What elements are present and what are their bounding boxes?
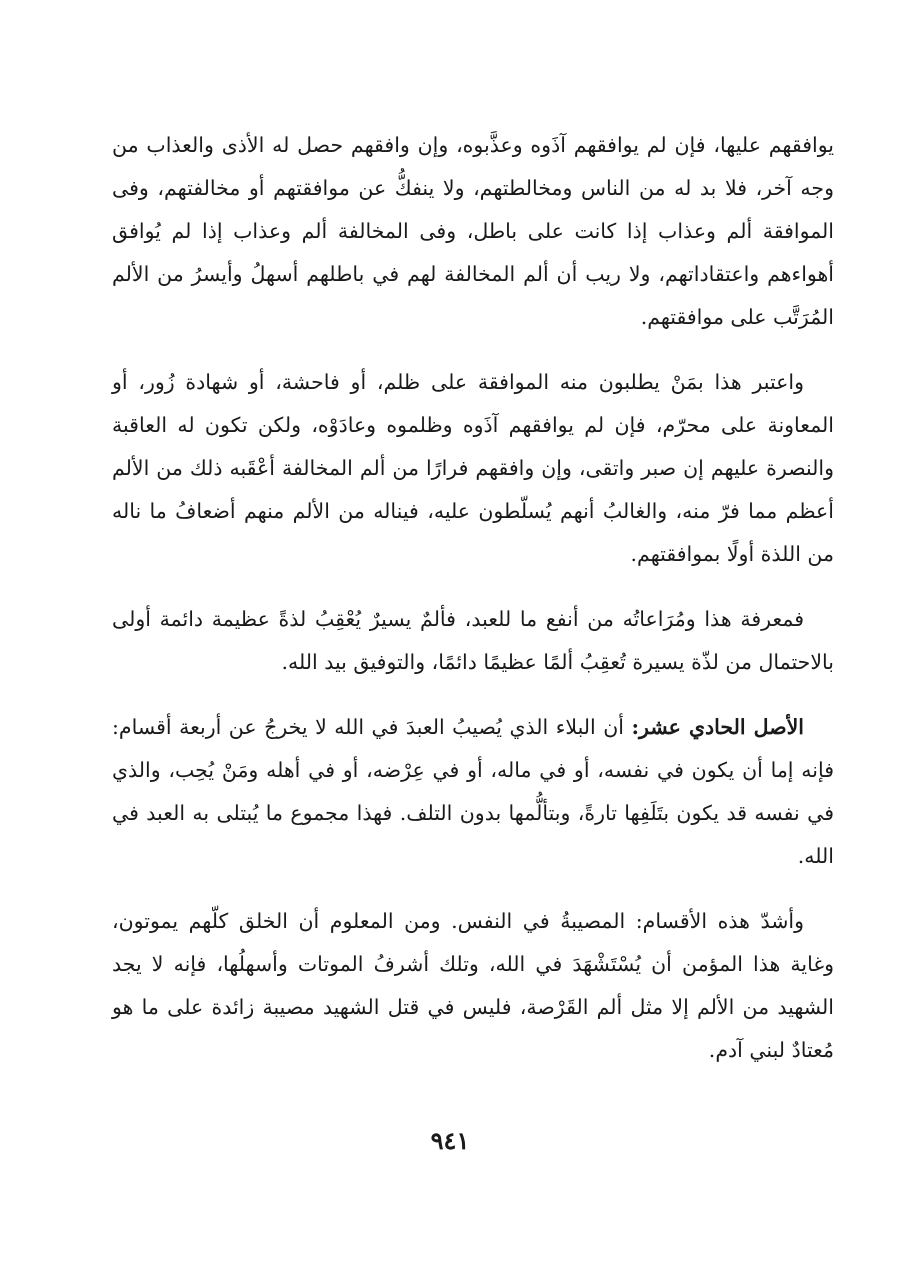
page-number: ٩٤١ <box>430 1126 470 1155</box>
page-body <box>112 124 834 1094</box>
paragraph-5: وأشدّ هذه الأقسام: المصيبةُ في النفس. ومن المعلوم أن الخلق كلّهم يموتون، وغاية هذا المؤمن أن يُسْتَشْهَدَ في الله، وتلك أشرفُ الموتات وأسهلُها، فإنه لا يجد الشهيد من الألم إلا مثل ألم القَرْصة، فليس في قتل الشهيد مصيبة زائدة على ما هو مُعتادٌ لبني آدم. <box>112 909 834 1062</box>
paragraph-1: يوافقهم عليها، فإن لم يوافقهم آذَوه وعذَّبوه، وإن وافقهم حصل له الأذى والعذاب من وجه آخر، فلا بد له من الناس ومخالطتهم، ولا ينفكُّ عن موافقتهم أو مخالفتهم، وفى الموافقة ألم وعذاب إذا كانت على باطل، وفى المخالفة ألم وعذاب إذا لم يُوافق أهواءهم واعتقاداتهم، ولا ريب أن ألم المخالفة لهم في باطلهم أسهلُ وأيسرُ من الألم المُرَتَّب على موافقتهم. <box>112 133 834 329</box>
paragraph-2: واعتبر هذا بمَنْ يطلبون منه الموافقة على ظلم، أو فاحشة، أو شهادة زُور، أو المعاونة على محرّم، فإن لم يوافقهم آذَوه وظلموه وعادَوْه، ولكن تكون له العاقبة والنصرة عليهم إن صبر واتقى، وإن وافقهم فرارًا من ألم المخالفة أعْقَبه ذلك من الألم أعظم مما فرّ منه، والغالبُ أنهم يُسلّطون عليه، فيناله من الألم منهم أضعافُ ما ناله من اللذة أولًا بموافقتهم. <box>112 370 834 566</box>
paragraph-4-text: أن البلاء الذي يُصيبُ العبدَ في الله لا يخرجُ عن أربعة أقسام: فإنه إما أن يكون في نفسه، أو في ماله، أو في عِرْضه، أو في أهله ومَنْ يُحِب، والذي في نفسه قد يكون بتَلَفِها تارةً، وبتألُّمها بدون التلف. فهذا مجموع ما يُبتلى به العبد في الله. <box>112 715 834 868</box>
paragraph-3: فمعرفة هذا ومُرَاعاتُه من أنفع ما للعبد، فألمٌ يسيرٌ يُعْقِبُ لذةً عظيمة دائمة أولى بالاحتمال من لذّة يسيرة تُعقِبُ ألمًا عظيمًا دائمًا، والتوفيق بيد الله. <box>112 607 834 674</box>
paragraph-4 <box>112 706 834 878</box>
section-heading: الأصل الحادي عشر: <box>631 715 804 739</box>
